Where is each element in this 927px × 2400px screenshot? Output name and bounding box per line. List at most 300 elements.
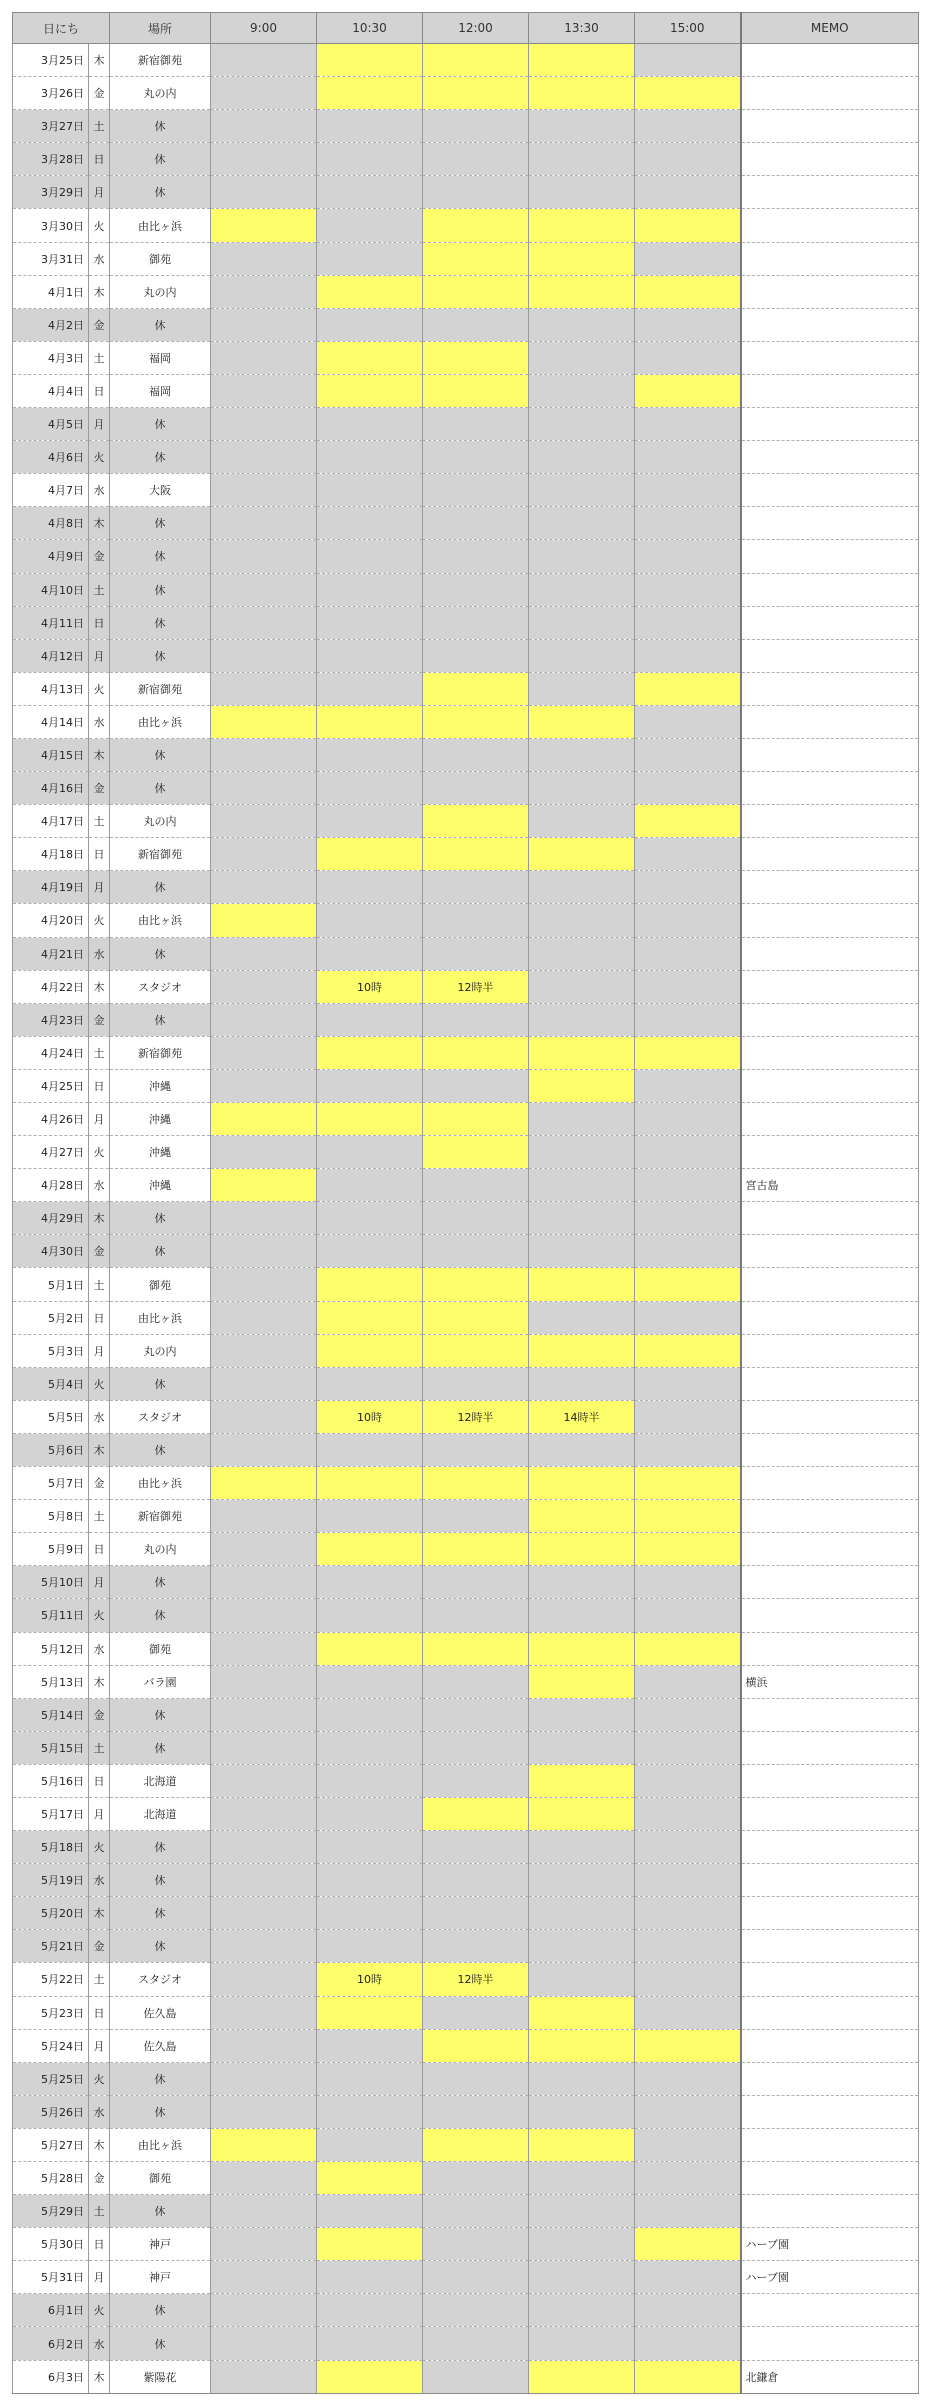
row-slot-0900[interactable] [211, 672, 317, 705]
row-slot-1330[interactable] [529, 1731, 635, 1764]
row-slot-1330[interactable] [529, 1334, 635, 1367]
row-slot-1500[interactable] [635, 705, 741, 738]
row-slot-0900[interactable] [211, 1731, 317, 1764]
row-slot-0900[interactable] [211, 1334, 317, 1367]
row-memo[interactable] [741, 2128, 919, 2161]
row-slot-1500[interactable] [635, 1665, 741, 1698]
row-memo[interactable] [741, 441, 919, 474]
row-slot-1330[interactable] [529, 374, 635, 407]
row-memo[interactable] [741, 540, 919, 573]
row-slot-1500[interactable] [635, 772, 741, 805]
row-slot-0900[interactable] [211, 772, 317, 805]
row-slot-1200[interactable] [423, 1632, 529, 1665]
row-slot-1200[interactable] [423, 1996, 529, 2029]
row-slot-1500[interactable] [635, 44, 741, 77]
row-slot-1500[interactable] [635, 441, 741, 474]
row-slot-1500[interactable] [635, 1367, 741, 1400]
row-slot-1330[interactable] [529, 672, 635, 705]
row-slot-1500[interactable] [635, 1069, 741, 1102]
row-slot-1500[interactable] [635, 1268, 741, 1301]
row-slot-0900[interactable] [211, 738, 317, 771]
row-slot-1500[interactable] [635, 1698, 741, 1731]
row-memo[interactable] [741, 1235, 919, 1268]
row-memo[interactable] [741, 1632, 919, 1665]
row-slot-1500[interactable] [635, 1202, 741, 1235]
row-slot-1200[interactable] [423, 838, 529, 871]
row-slot-1330[interactable] [529, 77, 635, 110]
row-slot-1200[interactable] [423, 2029, 529, 2062]
row-slot-1200[interactable] [423, 275, 529, 308]
row-slot-1500[interactable] [635, 1963, 741, 1996]
row-slot-1330[interactable] [529, 44, 635, 77]
row-memo[interactable] [741, 970, 919, 1003]
row-slot-1330[interactable] [529, 1996, 635, 2029]
row-slot-1030[interactable] [317, 2195, 423, 2228]
row-slot-1030[interactable] [317, 176, 423, 209]
row-slot-1030[interactable] [317, 540, 423, 573]
row-slot-0900[interactable] [211, 1433, 317, 1466]
row-slot-1330[interactable] [529, 970, 635, 1003]
row-memo[interactable] [741, 374, 919, 407]
row-memo[interactable] [741, 871, 919, 904]
row-slot-0900[interactable] [211, 441, 317, 474]
row-slot-1500[interactable] [635, 1136, 741, 1169]
row-slot-1200[interactable] [423, 1136, 529, 1169]
row-slot-1500[interactable] [635, 1500, 741, 1533]
row-slot-1500[interactable] [635, 77, 741, 110]
row-memo[interactable] [741, 1963, 919, 1996]
row-memo[interactable] [741, 275, 919, 308]
row-slot-0900[interactable] [211, 1268, 317, 1301]
row-slot-0900[interactable] [211, 341, 317, 374]
row-slot-1030[interactable] [317, 1764, 423, 1797]
row-slot-1030[interactable] [317, 672, 423, 705]
row-slot-1330[interactable] [529, 1764, 635, 1797]
row-slot-1200[interactable] [423, 308, 529, 341]
row-memo[interactable] [741, 1400, 919, 1433]
row-slot-0900[interactable] [211, 838, 317, 871]
row-slot-1330[interactable] [529, 2228, 635, 2261]
row-slot-0900[interactable] [211, 2029, 317, 2062]
row-slot-1330[interactable] [529, 1235, 635, 1268]
row-slot-1500[interactable] [635, 805, 741, 838]
row-memo[interactable] [741, 606, 919, 639]
row-slot-1330[interactable] [529, 275, 635, 308]
row-slot-1500[interactable] [635, 1599, 741, 1632]
row-slot-0900[interactable] [211, 474, 317, 507]
row-slot-1200[interactable] [423, 77, 529, 110]
row-slot-1330[interactable] [529, 738, 635, 771]
row-slot-0900[interactable] [211, 1963, 317, 1996]
row-slot-0900[interactable] [211, 1864, 317, 1897]
row-slot-1330[interactable] [529, 1103, 635, 1136]
row-slot-0900[interactable] [211, 143, 317, 176]
row-slot-1200[interactable] [423, 2128, 529, 2161]
row-slot-1500[interactable] [635, 2195, 741, 2228]
row-slot-0900[interactable] [211, 1202, 317, 1235]
row-slot-1330[interactable] [529, 2294, 635, 2327]
row-slot-0900[interactable] [211, 1103, 317, 1136]
row-slot-1330[interactable] [529, 1963, 635, 1996]
row-slot-1330[interactable] [529, 1268, 635, 1301]
row-slot-1200[interactable] [423, 408, 529, 441]
row-slot-1200[interactable]: 12時半 [423, 970, 529, 1003]
row-memo[interactable] [741, 1698, 919, 1731]
row-slot-1500[interactable] [635, 1003, 741, 1036]
row-slot-1500[interactable] [635, 2327, 741, 2360]
row-slot-1030[interactable]: 10時 [317, 1400, 423, 1433]
row-slot-1030[interactable] [317, 871, 423, 904]
row-memo[interactable]: ハーブ園 [741, 2261, 919, 2294]
row-slot-0900[interactable] [211, 1301, 317, 1334]
row-slot-1500[interactable] [635, 1103, 741, 1136]
row-slot-1030[interactable] [317, 805, 423, 838]
row-slot-1500[interactable] [635, 738, 741, 771]
row-slot-0900[interactable] [211, 1235, 317, 1268]
row-slot-1330[interactable] [529, 441, 635, 474]
row-memo[interactable] [741, 176, 919, 209]
row-slot-1200[interactable] [423, 1500, 529, 1533]
row-slot-1200[interactable] [423, 2162, 529, 2195]
row-slot-1330[interactable]: 14時半 [529, 1400, 635, 1433]
row-slot-1500[interactable] [635, 1334, 741, 1367]
row-slot-1030[interactable] [317, 2261, 423, 2294]
row-slot-1330[interactable] [529, 1301, 635, 1334]
row-slot-1200[interactable] [423, 1467, 529, 1500]
row-slot-1030[interactable] [317, 606, 423, 639]
row-slot-1030[interactable] [317, 2029, 423, 2062]
row-slot-1500[interactable] [635, 1632, 741, 1665]
row-slot-0900[interactable] [211, 374, 317, 407]
row-slot-1030[interactable] [317, 1367, 423, 1400]
row-slot-1200[interactable] [423, 1268, 529, 1301]
row-slot-1200[interactable] [423, 1599, 529, 1632]
row-slot-1030[interactable] [317, 143, 423, 176]
row-memo[interactable]: 宮古島 [741, 1169, 919, 1202]
row-memo[interactable] [741, 705, 919, 738]
row-slot-1030[interactable] [317, 2062, 423, 2095]
row-slot-0900[interactable] [211, 209, 317, 242]
row-slot-1500[interactable] [635, 1235, 741, 1268]
row-slot-1030[interactable] [317, 1069, 423, 1102]
row-slot-1200[interactable] [423, 1003, 529, 1036]
row-memo[interactable] [741, 2327, 919, 2360]
row-memo[interactable] [741, 1136, 919, 1169]
row-slot-1200[interactable] [423, 1764, 529, 1797]
row-slot-0900[interactable] [211, 2195, 317, 2228]
row-memo[interactable] [741, 1599, 919, 1632]
row-slot-1200[interactable] [423, 1334, 529, 1367]
row-slot-0900[interactable] [211, 2062, 317, 2095]
row-memo[interactable] [741, 573, 919, 606]
row-slot-0900[interactable] [211, 1831, 317, 1864]
row-slot-0900[interactable] [211, 1069, 317, 1102]
row-memo[interactable] [741, 838, 919, 871]
row-slot-1330[interactable] [529, 1169, 635, 1202]
row-slot-0900[interactable] [211, 1169, 317, 1202]
row-slot-1030[interactable] [317, 474, 423, 507]
row-slot-1030[interactable] [317, 838, 423, 871]
row-slot-1500[interactable] [635, 474, 741, 507]
row-memo[interactable] [741, 1797, 919, 1830]
row-slot-1500[interactable] [635, 1533, 741, 1566]
row-slot-1500[interactable] [635, 110, 741, 143]
row-slot-1030[interactable] [317, 1268, 423, 1301]
row-slot-1030[interactable] [317, 507, 423, 540]
row-slot-1200[interactable] [423, 507, 529, 540]
row-slot-1030[interactable] [317, 1665, 423, 1698]
row-slot-1330[interactable] [529, 2195, 635, 2228]
row-memo[interactable] [741, 1500, 919, 1533]
row-slot-1500[interactable] [635, 1566, 741, 1599]
row-slot-1030[interactable] [317, 441, 423, 474]
row-slot-1200[interactable] [423, 2261, 529, 2294]
row-slot-0900[interactable] [211, 1003, 317, 1036]
row-slot-0900[interactable] [211, 1632, 317, 1665]
row-slot-1200[interactable]: 12時半 [423, 1963, 529, 1996]
row-slot-1330[interactable] [529, 1003, 635, 1036]
row-memo[interactable] [741, 209, 919, 242]
row-slot-0900[interactable] [211, 705, 317, 738]
row-memo[interactable] [741, 1036, 919, 1069]
row-slot-1500[interactable] [635, 606, 741, 639]
row-slot-0900[interactable] [211, 308, 317, 341]
row-slot-1030[interactable] [317, 1698, 423, 1731]
row-slot-1030[interactable] [317, 705, 423, 738]
row-slot-1200[interactable] [423, 2062, 529, 2095]
row-memo[interactable] [741, 1533, 919, 1566]
row-slot-1330[interactable] [529, 341, 635, 374]
row-slot-1330[interactable] [529, 474, 635, 507]
row-slot-0900[interactable] [211, 1500, 317, 1533]
row-slot-0900[interactable] [211, 1036, 317, 1069]
row-slot-0900[interactable] [211, 408, 317, 441]
row-slot-1500[interactable] [635, 2095, 741, 2128]
row-slot-1200[interactable] [423, 1433, 529, 1466]
row-slot-1030[interactable] [317, 1202, 423, 1235]
row-memo[interactable] [741, 805, 919, 838]
row-slot-1200[interactable] [423, 672, 529, 705]
row-slot-1500[interactable] [635, 2128, 741, 2161]
row-memo[interactable]: 横浜 [741, 1665, 919, 1698]
row-slot-1200[interactable] [423, 176, 529, 209]
row-slot-1030[interactable] [317, 1500, 423, 1533]
row-slot-1330[interactable] [529, 772, 635, 805]
row-slot-0900[interactable] [211, 1996, 317, 2029]
row-memo[interactable] [741, 1764, 919, 1797]
row-memo[interactable] [741, 1268, 919, 1301]
row-slot-0900[interactable] [211, 2327, 317, 2360]
row-memo[interactable] [741, 1897, 919, 1930]
row-slot-1330[interactable] [529, 110, 635, 143]
row-slot-1200[interactable] [423, 374, 529, 407]
row-slot-1030[interactable] [317, 1996, 423, 2029]
row-slot-1330[interactable] [529, 2327, 635, 2360]
row-slot-0900[interactable] [211, 1930, 317, 1963]
row-slot-1200[interactable] [423, 1665, 529, 1698]
row-memo[interactable]: ハーブ園 [741, 2228, 919, 2261]
row-slot-0900[interactable] [211, 1797, 317, 1830]
row-slot-1200[interactable] [423, 639, 529, 672]
row-slot-1030[interactable] [317, 1831, 423, 1864]
row-slot-1330[interactable] [529, 2029, 635, 2062]
row-slot-1500[interactable] [635, 904, 741, 937]
row-slot-1500[interactable] [635, 970, 741, 1003]
row-slot-1330[interactable] [529, 871, 635, 904]
row-slot-1200[interactable] [423, 1103, 529, 1136]
row-slot-0900[interactable] [211, 871, 317, 904]
row-slot-1200[interactable] [423, 871, 529, 904]
row-slot-1030[interactable] [317, 1003, 423, 1036]
row-slot-1330[interactable] [529, 2128, 635, 2161]
row-slot-1200[interactable] [423, 1698, 529, 1731]
row-memo[interactable] [741, 772, 919, 805]
row-slot-1200[interactable] [423, 540, 529, 573]
row-memo[interactable] [741, 2095, 919, 2128]
row-slot-1500[interactable] [635, 374, 741, 407]
row-slot-1330[interactable] [529, 1467, 635, 1500]
row-slot-1500[interactable] [635, 838, 741, 871]
row-slot-1330[interactable] [529, 838, 635, 871]
row-slot-1330[interactable] [529, 1036, 635, 1069]
row-slot-1200[interactable] [423, 2327, 529, 2360]
row-slot-1030[interactable] [317, 110, 423, 143]
row-slot-1500[interactable] [635, 2029, 741, 2062]
row-slot-1200[interactable] [423, 1235, 529, 1268]
row-slot-0900[interactable] [211, 1599, 317, 1632]
row-memo[interactable] [741, 937, 919, 970]
row-slot-1030[interactable]: 10時 [317, 1963, 423, 1996]
row-memo[interactable] [741, 1301, 919, 1334]
row-slot-1200[interactable] [423, 44, 529, 77]
row-memo[interactable] [741, 474, 919, 507]
row-slot-1030[interactable] [317, 2128, 423, 2161]
row-memo[interactable] [741, 308, 919, 341]
row-slot-1330[interactable] [529, 1930, 635, 1963]
row-slot-1330[interactable] [529, 2261, 635, 2294]
row-slot-1330[interactable] [529, 1136, 635, 1169]
row-slot-1200[interactable] [423, 705, 529, 738]
row-slot-1330[interactable] [529, 242, 635, 275]
row-slot-1030[interactable] [317, 1599, 423, 1632]
row-slot-1500[interactable] [635, 1764, 741, 1797]
row-slot-1500[interactable] [635, 540, 741, 573]
row-slot-1030[interactable] [317, 1864, 423, 1897]
row-slot-1030[interactable] [317, 2095, 423, 2128]
row-slot-1500[interactable] [635, 242, 741, 275]
row-slot-1030[interactable] [317, 1731, 423, 1764]
row-memo[interactable] [741, 2294, 919, 2327]
row-slot-1330[interactable] [529, 573, 635, 606]
row-slot-1200[interactable] [423, 2294, 529, 2327]
row-slot-1500[interactable] [635, 341, 741, 374]
row-slot-1500[interactable] [635, 2261, 741, 2294]
row-slot-0900[interactable] [211, 77, 317, 110]
row-slot-1500[interactable] [635, 1930, 741, 1963]
row-slot-1200[interactable] [423, 1169, 529, 1202]
row-slot-1330[interactable] [529, 209, 635, 242]
row-slot-0900[interactable] [211, 606, 317, 639]
row-memo[interactable] [741, 1367, 919, 1400]
row-slot-1330[interactable] [529, 639, 635, 672]
row-slot-1030[interactable]: 10時 [317, 970, 423, 1003]
row-slot-0900[interactable] [211, 2360, 317, 2393]
row-slot-1330[interactable] [529, 606, 635, 639]
row-memo[interactable] [741, 2162, 919, 2195]
row-slot-1200[interactable] [423, 1797, 529, 1830]
row-slot-1030[interactable] [317, 1566, 423, 1599]
row-slot-1030[interactable] [317, 341, 423, 374]
row-slot-1200[interactable] [423, 573, 529, 606]
row-slot-1500[interactable] [635, 507, 741, 540]
row-slot-1500[interactable] [635, 1433, 741, 1466]
row-slot-1330[interactable] [529, 1797, 635, 1830]
row-slot-1500[interactable] [635, 2062, 741, 2095]
row-slot-0900[interactable] [211, 2261, 317, 2294]
row-slot-1200[interactable] [423, 805, 529, 838]
row-slot-0900[interactable] [211, 110, 317, 143]
row-slot-1500[interactable] [635, 1036, 741, 1069]
row-slot-1200[interactable] [423, 110, 529, 143]
row-slot-1030[interactable] [317, 2360, 423, 2393]
row-slot-1030[interactable] [317, 44, 423, 77]
row-slot-0900[interactable] [211, 1897, 317, 1930]
row-slot-1330[interactable] [529, 1566, 635, 1599]
row-slot-1500[interactable] [635, 408, 741, 441]
row-slot-1030[interactable] [317, 308, 423, 341]
row-slot-1030[interactable] [317, 1103, 423, 1136]
row-memo[interactable] [741, 1864, 919, 1897]
row-slot-1030[interactable] [317, 77, 423, 110]
row-slot-0900[interactable] [211, 937, 317, 970]
row-slot-1500[interactable] [635, 1301, 741, 1334]
row-slot-1200[interactable] [423, 738, 529, 771]
row-slot-1500[interactable] [635, 1467, 741, 1500]
row-slot-1500[interactable] [635, 1400, 741, 1433]
row-slot-1500[interactable] [635, 143, 741, 176]
row-slot-1030[interactable] [317, 1797, 423, 1830]
row-slot-1330[interactable] [529, 1533, 635, 1566]
row-memo[interactable]: 北鎌倉 [741, 2360, 919, 2393]
row-slot-1030[interactable] [317, 738, 423, 771]
row-slot-1200[interactable] [423, 474, 529, 507]
row-memo[interactable] [741, 1003, 919, 1036]
row-slot-1330[interactable] [529, 937, 635, 970]
row-slot-0900[interactable] [211, 1467, 317, 1500]
row-memo[interactable] [741, 1069, 919, 1102]
row-memo[interactable] [741, 1433, 919, 1466]
row-slot-1500[interactable] [635, 308, 741, 341]
row-slot-1200[interactable] [423, 1864, 529, 1897]
row-slot-1500[interactable] [635, 2360, 741, 2393]
row-slot-1500[interactable] [635, 2294, 741, 2327]
row-slot-0900[interactable] [211, 176, 317, 209]
row-slot-0900[interactable] [211, 242, 317, 275]
row-slot-1200[interactable] [423, 1301, 529, 1334]
row-slot-1030[interactable] [317, 1930, 423, 1963]
row-slot-1330[interactable] [529, 1665, 635, 1698]
row-slot-0900[interactable] [211, 2162, 317, 2195]
row-slot-1030[interactable] [317, 1433, 423, 1466]
row-slot-1030[interactable] [317, 1235, 423, 1268]
row-slot-0900[interactable] [211, 2128, 317, 2161]
row-slot-1330[interactable] [529, 1831, 635, 1864]
row-slot-0900[interactable] [211, 2228, 317, 2261]
row-slot-1330[interactable] [529, 1202, 635, 1235]
row-slot-1200[interactable] [423, 1202, 529, 1235]
row-slot-1330[interactable] [529, 2360, 635, 2393]
row-slot-1200[interactable] [423, 1069, 529, 1102]
